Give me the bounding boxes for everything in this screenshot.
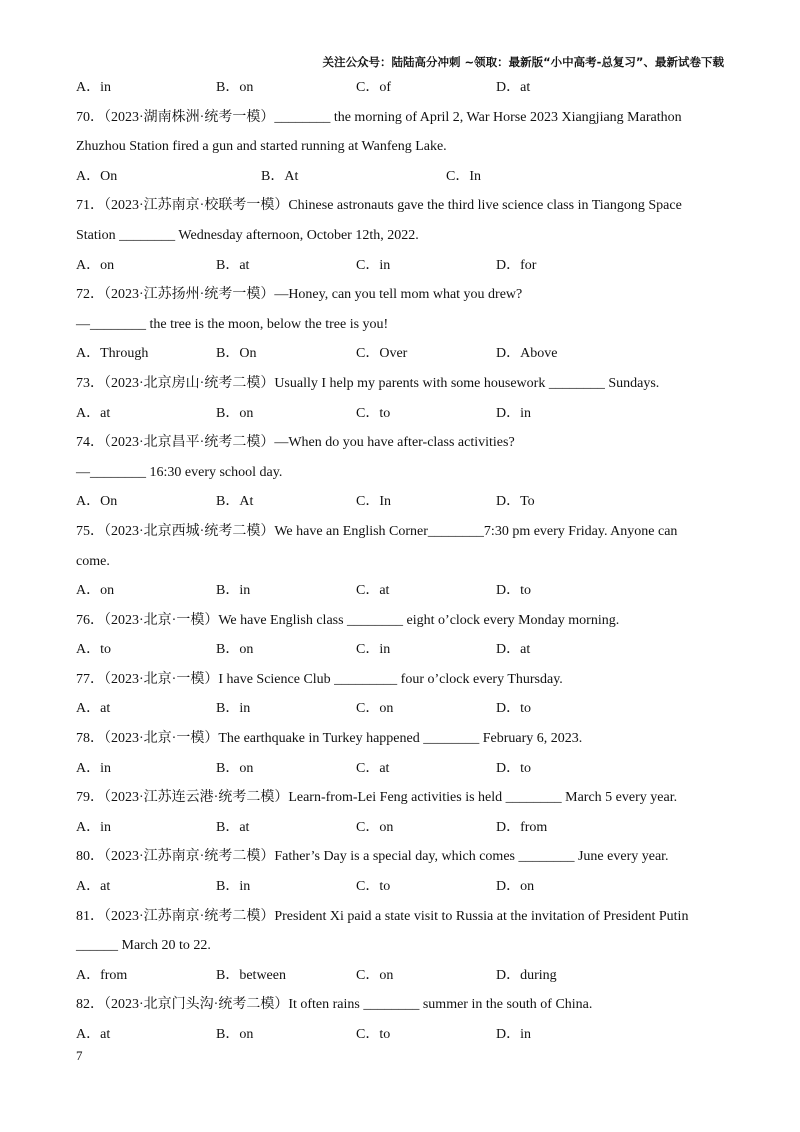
option[interactable]: D．at — [496, 642, 531, 658]
question-stem: 74．（2023·北京昌平·统考二模）—When do you have after-class activities? — [76, 435, 515, 451]
question-item — [76, 902, 726, 991]
question-item — [76, 191, 726, 280]
options-row — [76, 872, 726, 902]
option[interactable]: B．At — [216, 494, 254, 510]
question-item — [76, 990, 726, 1049]
question-stem: 81．（2023·江苏南京·统考二模）President Xi paid a state visit to Russia at the invitation of President Putin — [76, 908, 689, 924]
options-row — [76, 399, 726, 429]
option[interactable]: D．on — [496, 879, 535, 895]
question-stem-continued: Zhuzhou Station fired a gun and started running at Wanfeng Lake. — [76, 139, 447, 155]
question-stem: 75．（2023·北京西城·统考二模）We have an English Corner________7:30 pm every Friday. Anyone can — [76, 523, 678, 539]
question-item — [76, 517, 726, 606]
question-stem: 76．（2023·北京·一模）We have English class ________ eight o’clock every Monday morning. — [76, 612, 620, 628]
options-row — [76, 961, 726, 991]
option[interactable]: A．On — [76, 494, 118, 510]
questions — [76, 103, 726, 1050]
option[interactable]: C．in — [356, 642, 391, 658]
option: A．in — [76, 80, 111, 95]
option[interactable]: C．In — [356, 494, 391, 510]
question-item — [76, 103, 726, 192]
option: C．of — [356, 80, 391, 95]
question-stem: 73．（2023·北京房山·统考二模）Usually I help my parents with some housework ________ Sundays. — [76, 375, 660, 391]
question-stem: 70．（2023·湖南株洲·统考一模）________ the morning of April 2, War Horse 2023 Xiangjiang Marathon — [76, 109, 682, 125]
question-list — [76, 73, 726, 1050]
option[interactable]: C．on — [356, 967, 394, 983]
option[interactable]: D．from — [496, 819, 548, 835]
option[interactable]: C．Over — [356, 346, 408, 362]
question-stem: 77．（2023·北京·一模）I have Science Club _________ four o’clock every Thursday. — [76, 671, 563, 687]
option[interactable]: B．in — [216, 879, 251, 895]
option[interactable]: B．between — [216, 967, 286, 983]
question-item — [76, 606, 726, 665]
option[interactable]: A．at — [76, 879, 111, 895]
option[interactable]: A．at — [76, 1027, 111, 1042]
option[interactable]: B．on — [216, 760, 254, 776]
options-row — [76, 73, 726, 103]
question-item — [76, 665, 726, 724]
options-row — [76, 1020, 726, 1050]
options-row — [76, 251, 726, 281]
option[interactable]: C．in — [356, 257, 391, 273]
option[interactable]: D．for — [496, 257, 537, 273]
option[interactable]: D．during — [496, 967, 557, 983]
question-item — [76, 280, 726, 369]
option[interactable]: A．in — [76, 760, 111, 776]
question-stem-continued: ______ March 20 to 22. — [76, 938, 211, 954]
options-row — [76, 339, 726, 369]
option[interactable]: C．In — [446, 168, 481, 184]
question-item — [76, 842, 726, 901]
options-row — [76, 635, 726, 665]
option[interactable]: C．to — [356, 1027, 391, 1042]
option[interactable]: B．On — [216, 346, 257, 362]
question-stem-continued: Station ________ Wednesday afternoon, October 12th, 2022. — [76, 227, 419, 243]
option[interactable]: C．to — [356, 879, 391, 895]
options-row — [76, 813, 726, 843]
option[interactable]: D．to — [496, 760, 531, 776]
option[interactable]: B．At — [261, 168, 299, 184]
question-stem-continued: —________ 16:30 every school day. — [76, 464, 283, 480]
option[interactable]: A．On — [76, 168, 118, 184]
option[interactable]: D．to — [496, 701, 531, 717]
option[interactable]: C．on — [356, 701, 394, 717]
option[interactable]: B．on — [216, 642, 254, 658]
option[interactable]: B．on — [216, 1027, 254, 1042]
option[interactable]: C．on — [356, 819, 394, 835]
option[interactable]: B．in — [216, 701, 251, 717]
page-header: 关注公众号：陆陆高分冲刺 ~领取：最新版“小中高考-总复习”、最新试卷下载 — [322, 55, 724, 69]
option: D．at — [496, 80, 531, 95]
option[interactable]: B．in — [216, 583, 251, 599]
option[interactable]: D．To — [496, 494, 535, 510]
question-stem: 78．（2023·北京·一模）The earthquake in Turkey happened ________ February 6, 2023. — [76, 731, 583, 747]
question-stem-continued: come. — [76, 553, 110, 569]
options-row — [76, 694, 726, 724]
option[interactable]: D．in — [496, 405, 531, 421]
option[interactable]: A．to — [76, 642, 111, 658]
question-stem: 82．（2023·北京门头沟·统考二模）It often rains ________ summer in the south of China. — [76, 997, 593, 1013]
options-row — [76, 487, 726, 517]
page-number: 7 — [76, 1048, 83, 1063]
option[interactable]: C．at — [356, 760, 390, 776]
option[interactable]: C．at — [356, 583, 390, 599]
question-item — [76, 369, 726, 428]
option[interactable]: A．at — [76, 405, 111, 421]
option[interactable]: A．on — [76, 257, 115, 273]
option[interactable]: D．in — [496, 1027, 531, 1042]
options-row — [76, 754, 726, 784]
option[interactable]: A．at — [76, 701, 111, 717]
option[interactable]: B．at — [216, 257, 250, 273]
question-stem: 79．（2023·江苏连云港·统考二模）Learn-from-Lei Feng activities is held ________ March 5 every year. — [76, 790, 678, 806]
option: B．on — [216, 80, 254, 95]
option[interactable]: A．in — [76, 819, 111, 835]
option[interactable]: B．at — [216, 819, 250, 835]
option[interactable]: A．from — [76, 967, 128, 983]
options-row — [76, 162, 726, 192]
option[interactable]: D．to — [496, 583, 531, 599]
options-row — [76, 576, 726, 606]
question-stem: 72．（2023·江苏扬州·统考一模）—Honey, can you tell mom what you drew? — [76, 287, 523, 303]
question-stem: 71．（2023·江苏南京·校联考一模）Chinese astronauts gave the third live science class in Tiangong Space — [76, 198, 682, 214]
question-item — [76, 428, 726, 517]
option[interactable]: A．on — [76, 583, 115, 599]
option[interactable]: C．to — [356, 405, 391, 421]
option[interactable]: B．on — [216, 405, 254, 421]
question-item — [76, 724, 726, 783]
question-stem: 80．（2023·江苏南京·统考二模）Father’s Day is a special day, which comes ________ June every year. — [76, 849, 669, 865]
question-stem-continued: —________ the tree is the moon, below the tree is you! — [76, 316, 389, 332]
question-item — [76, 783, 726, 842]
option[interactable]: A．Through — [76, 346, 149, 362]
option[interactable]: D．Above — [496, 346, 558, 362]
